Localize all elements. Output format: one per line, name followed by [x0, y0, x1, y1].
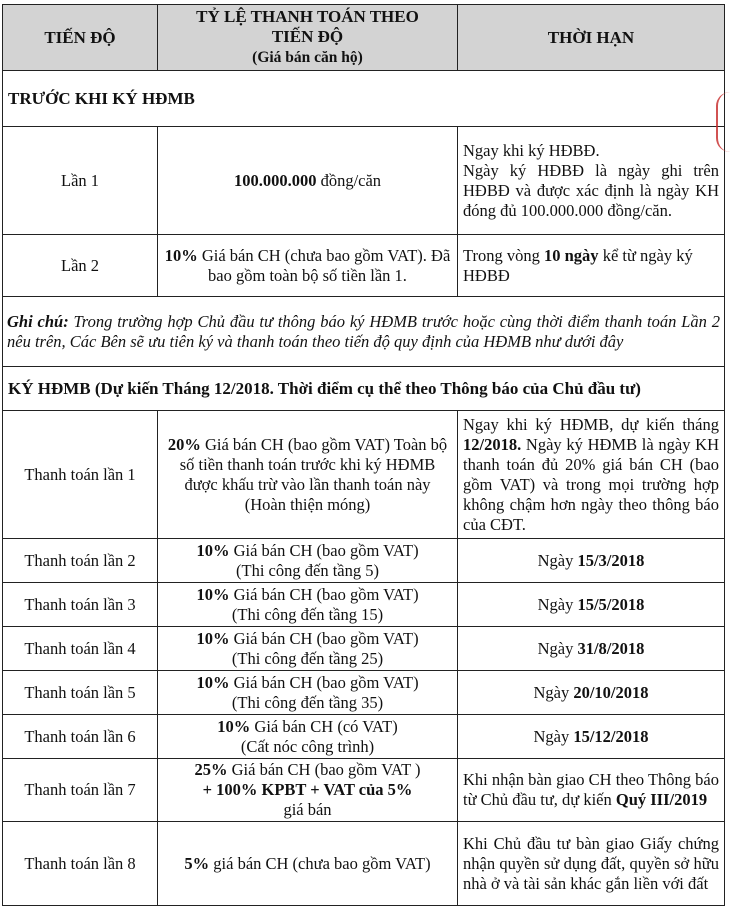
table-row — [3, 539, 725, 583]
note-cell: Ghi chú: Trong trường hợp Chủ đầu tư thông báo ký HĐMB trước hoặc cùng thời điểm thanh toán Lần 2 nêu trên, Các Bên sẽ ưu tiên ký và thanh toán theo tiến độ quy định của HĐMB như dưới đây — [3, 297, 725, 367]
table-row — [3, 822, 725, 906]
table-row — [3, 235, 725, 297]
amount-cell: 5% giá bán CH (chưa bao gồm VAT) — [158, 822, 458, 906]
table-row — [3, 411, 725, 539]
date-cell: Ngày 20/10/2018 — [458, 671, 725, 715]
deadline-cell: Trong vòng 10 ngày kể từ ngày ký HĐBĐ — [458, 235, 725, 297]
note-row — [3, 297, 725, 367]
section-sign-contract — [3, 367, 725, 411]
date-cell: Ngày 31/8/2018 — [458, 627, 725, 671]
header-progress: TIẾN ĐỘ — [3, 5, 158, 71]
table-header-row — [3, 5, 725, 71]
stage-cell: Lần 1 — [3, 127, 158, 235]
stage-cell: Thanh toán lần 4 — [3, 627, 158, 671]
table-row — [3, 127, 725, 235]
section-title: KÝ HĐMB (Dự kiến Tháng 12/2018. Thời điểm cụ thể theo Thông báo của Chủ đầu tư) — [3, 367, 725, 411]
section-title: TRƯỚC KHI KÝ HĐMB — [3, 71, 725, 127]
stage-cell: Thanh toán lần 2 — [3, 539, 158, 583]
amount-cell: 25% Giá bán CH (bao gồm VAT ) + 100% KPBT + VAT của 5% giá bán — [158, 759, 458, 822]
stage-cell: Lần 2 — [3, 235, 158, 297]
stage-cell: Thanh toán lần 8 — [3, 822, 158, 906]
date-cell: Ngày 15/12/2018 — [458, 715, 725, 759]
amount-cell: 10% Giá bán CH (bao gồm VAT) (Thi công đến tầng 15) — [158, 583, 458, 627]
section-before-contract — [3, 71, 725, 127]
deadline-cell: Khi Chủ đầu tư bàn giao Giấy chứng nhận quyền sử dụng đất, quyền sở hữu nhà ở và tài sản khác gắn liền với đất — [458, 822, 725, 906]
header-deadline: THỜI HẠN — [458, 5, 725, 71]
red-stamp-mark — [716, 92, 730, 152]
amount-cell: 10% Giá bán CH (chưa bao gồm VAT). Đã bao gồm toàn bộ số tiền lần 1. — [158, 235, 458, 297]
table-row — [3, 759, 725, 822]
payment-schedule-table — [2, 4, 725, 906]
stage-cell: Thanh toán lần 5 — [3, 671, 158, 715]
amount-cell: 10% Giá bán CH (bao gồm VAT) (Thi công đến tầng 25) — [158, 627, 458, 671]
header-payment-rate: TỶ LỆ THANH TOÁN THEO TIẾN ĐỘ (Giá bán căn hộ) — [158, 5, 458, 71]
amount-cell: 10% Giá bán CH (có VAT) (Cất nóc công trình) — [158, 715, 458, 759]
table-row — [3, 671, 725, 715]
amount-cell: 20% Giá bán CH (bao gồm VAT) Toàn bộ số tiền thanh toán trước khi ký HĐMB được khấu trừ vào lần thanh toán này (Hoàn thiện móng) — [158, 411, 458, 539]
deadline-cell: Ngay khi ký HĐMB, dự kiến tháng 12/2018. Ngày ký HĐMB là ngày KH thanh toán đủ 20% giá bán CH (bao gồm VAT) và trong mọi trường hợp không chậm hơn ngày theo thông báo của CĐT. — [458, 411, 725, 539]
amount-cell: 10% Giá bán CH (bao gồm VAT) (Thi công đến tầng 5) — [158, 539, 458, 583]
stage-cell: Thanh toán lần 3 — [3, 583, 158, 627]
deadline-cell: Ngay khi ký HĐBĐ. Ngày ký HĐBĐ là ngày ghi trên HĐBĐ và được xác định là ngày KH đóng đủ 100.000.000 đồng/căn. — [458, 127, 725, 235]
stage-cell: Thanh toán lần 1 — [3, 411, 158, 539]
table-row — [3, 583, 725, 627]
date-cell: Ngày 15/5/2018 — [458, 583, 725, 627]
date-cell: Ngày 15/3/2018 — [458, 539, 725, 583]
table-row — [3, 627, 725, 671]
deadline-cell: Khi nhận bàn giao CH theo Thông báo từ Chủ đầu tư, dự kiến Quý III/2019 — [458, 759, 725, 822]
table-row — [3, 715, 725, 759]
amount-cell: 10% Giá bán CH (bao gồm VAT) (Thi công đến tầng 35) — [158, 671, 458, 715]
stage-cell: Thanh toán lần 7 — [3, 759, 158, 822]
amount-cell: 100.000.000 đồng/căn — [158, 127, 458, 235]
stage-cell: Thanh toán lần 6 — [3, 715, 158, 759]
